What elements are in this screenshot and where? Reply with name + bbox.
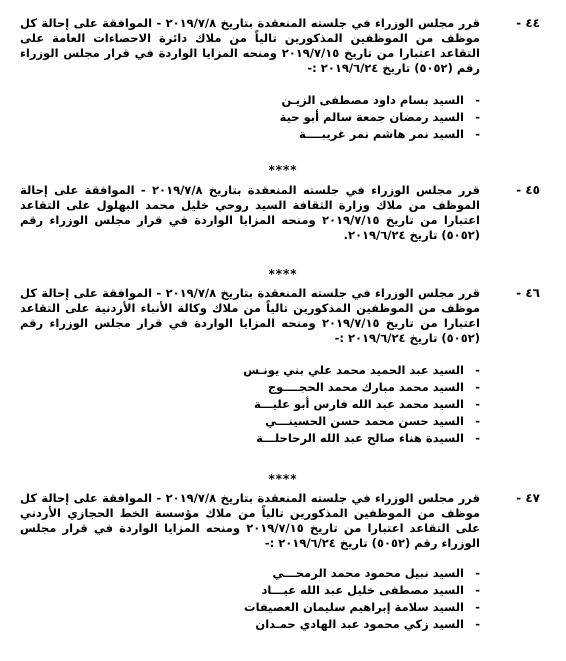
list-item: -السيد عبد الحميد محمد علي بني يونـس xyxy=(243,363,480,377)
names-list xyxy=(20,92,480,143)
list-item: -السيد حسن محمد حسن الحسينـــي xyxy=(265,414,480,428)
names-list xyxy=(20,565,480,633)
separator: **** xyxy=(268,267,298,281)
decision-text: قرر مجلس الوزراء في جلسته المنعقدة بتاريخ ٢٠١٩/٧/٨ - الموافقة على إحالة كل موظف من الموظفين المذكورين تالياً من ملاك مؤسسة الخط الحجازي الأردني على التقاعد اعتبارا من تاريخ ٢٠١٩/٧/١٥ ومنحه المزايا الواردة في قرار مجلس الوزراء رقم (٥٠٥٢) تاريخ ٢٠١٩/٦/٢٤ :- xyxy=(20,491,480,550)
decision-item-47 xyxy=(20,491,540,633)
item-number: ٤٥ - xyxy=(516,183,540,197)
list-item: -السيد سلامة إبراهيم سليمان العصيفات xyxy=(244,600,480,614)
list-item: -السيد مصطفى خليل عبد الله عيـــاد xyxy=(261,583,480,597)
decision-text: قرر مجلس الوزراء في جلسته المنعقدة بتاريخ ٢٠١٩/٧/٨ - الموافقة على إحالة كل موظف من الموظفين المذكورين تالياً من ملاك دائرة الاحصاءات العامة على التقاعد اعتبارا من تاريخ ٢٠١٩/٧/١٥ ومنحه المزايا الواردة في قرار مجلس الوزراء رقم (٥٠٥٢) تاريخ ٢٠١٩/٦/٢٤ :- xyxy=(20,16,480,75)
decision-item-45 xyxy=(20,183,540,243)
list-item: -السيد رمضان جمعة سالم أبو حية xyxy=(279,110,480,124)
item-number: ٤٧ - xyxy=(516,491,540,505)
list-item: -السيد نبيل محمود محمد الرمحـــي xyxy=(272,566,480,580)
list-item: -السيدة هناء صالح عبد الله الرحاحلـــة xyxy=(256,431,480,445)
item-number: ٤٤ - xyxy=(516,16,540,30)
separator: **** xyxy=(268,472,298,486)
item-number: ٤٦ - xyxy=(516,286,540,300)
decision-text: قرر مجلس الوزراء في جلسته المنعقدة بتاريخ ٢٠١٩/٧/٨ - الموافقة على إحالة الموظف من ملاك وزارة الثقافة السيد روحي خليل محمد البهلول على التقاعد اعتبارا من تاريخ ٢٠١٩/٧/١٥ ومنحه المزايا الواردة في قرار مجلس الوزراء رقم (٥٠٥٢) تاريخ ٢٠١٩/٦/٢٤. xyxy=(20,183,480,242)
list-item: -السيد محمد مبارك محمد الحجــــوج xyxy=(267,380,480,394)
list-item: -السيد زكي محمود عبد الهادي حمـدان xyxy=(255,617,480,631)
list-item: -السيد بسام داود مصطفى الزيـن xyxy=(281,93,480,107)
list-item: -السيد نمر هاشم نمر غريبــــة xyxy=(298,127,480,141)
decision-text: قرر مجلس الوزراء في جلسته المنعقدة بتاريخ ٢٠١٩/٧/٨ - الموافقة على إحالة كل موظف من الموظفين المذكورين تالياً من ملاك وكالة الأنباء الأردنية على التقاعد اعتبارا من تاريخ ٢٠١٩/٧/١٥ ومنحه المزايا الواردة في قرار مجلس الوزراء رقم (٥٠٥٢) تاريخ ٢٠١٩/٦/٢٤ :- xyxy=(20,286,480,345)
decision-item-44 xyxy=(20,16,540,143)
separator: **** xyxy=(268,163,298,177)
list-item: -السيد محمد عبد الله فارس أبو عليـــة xyxy=(253,397,480,411)
names-list xyxy=(20,362,480,447)
decision-item-46 xyxy=(20,286,540,447)
